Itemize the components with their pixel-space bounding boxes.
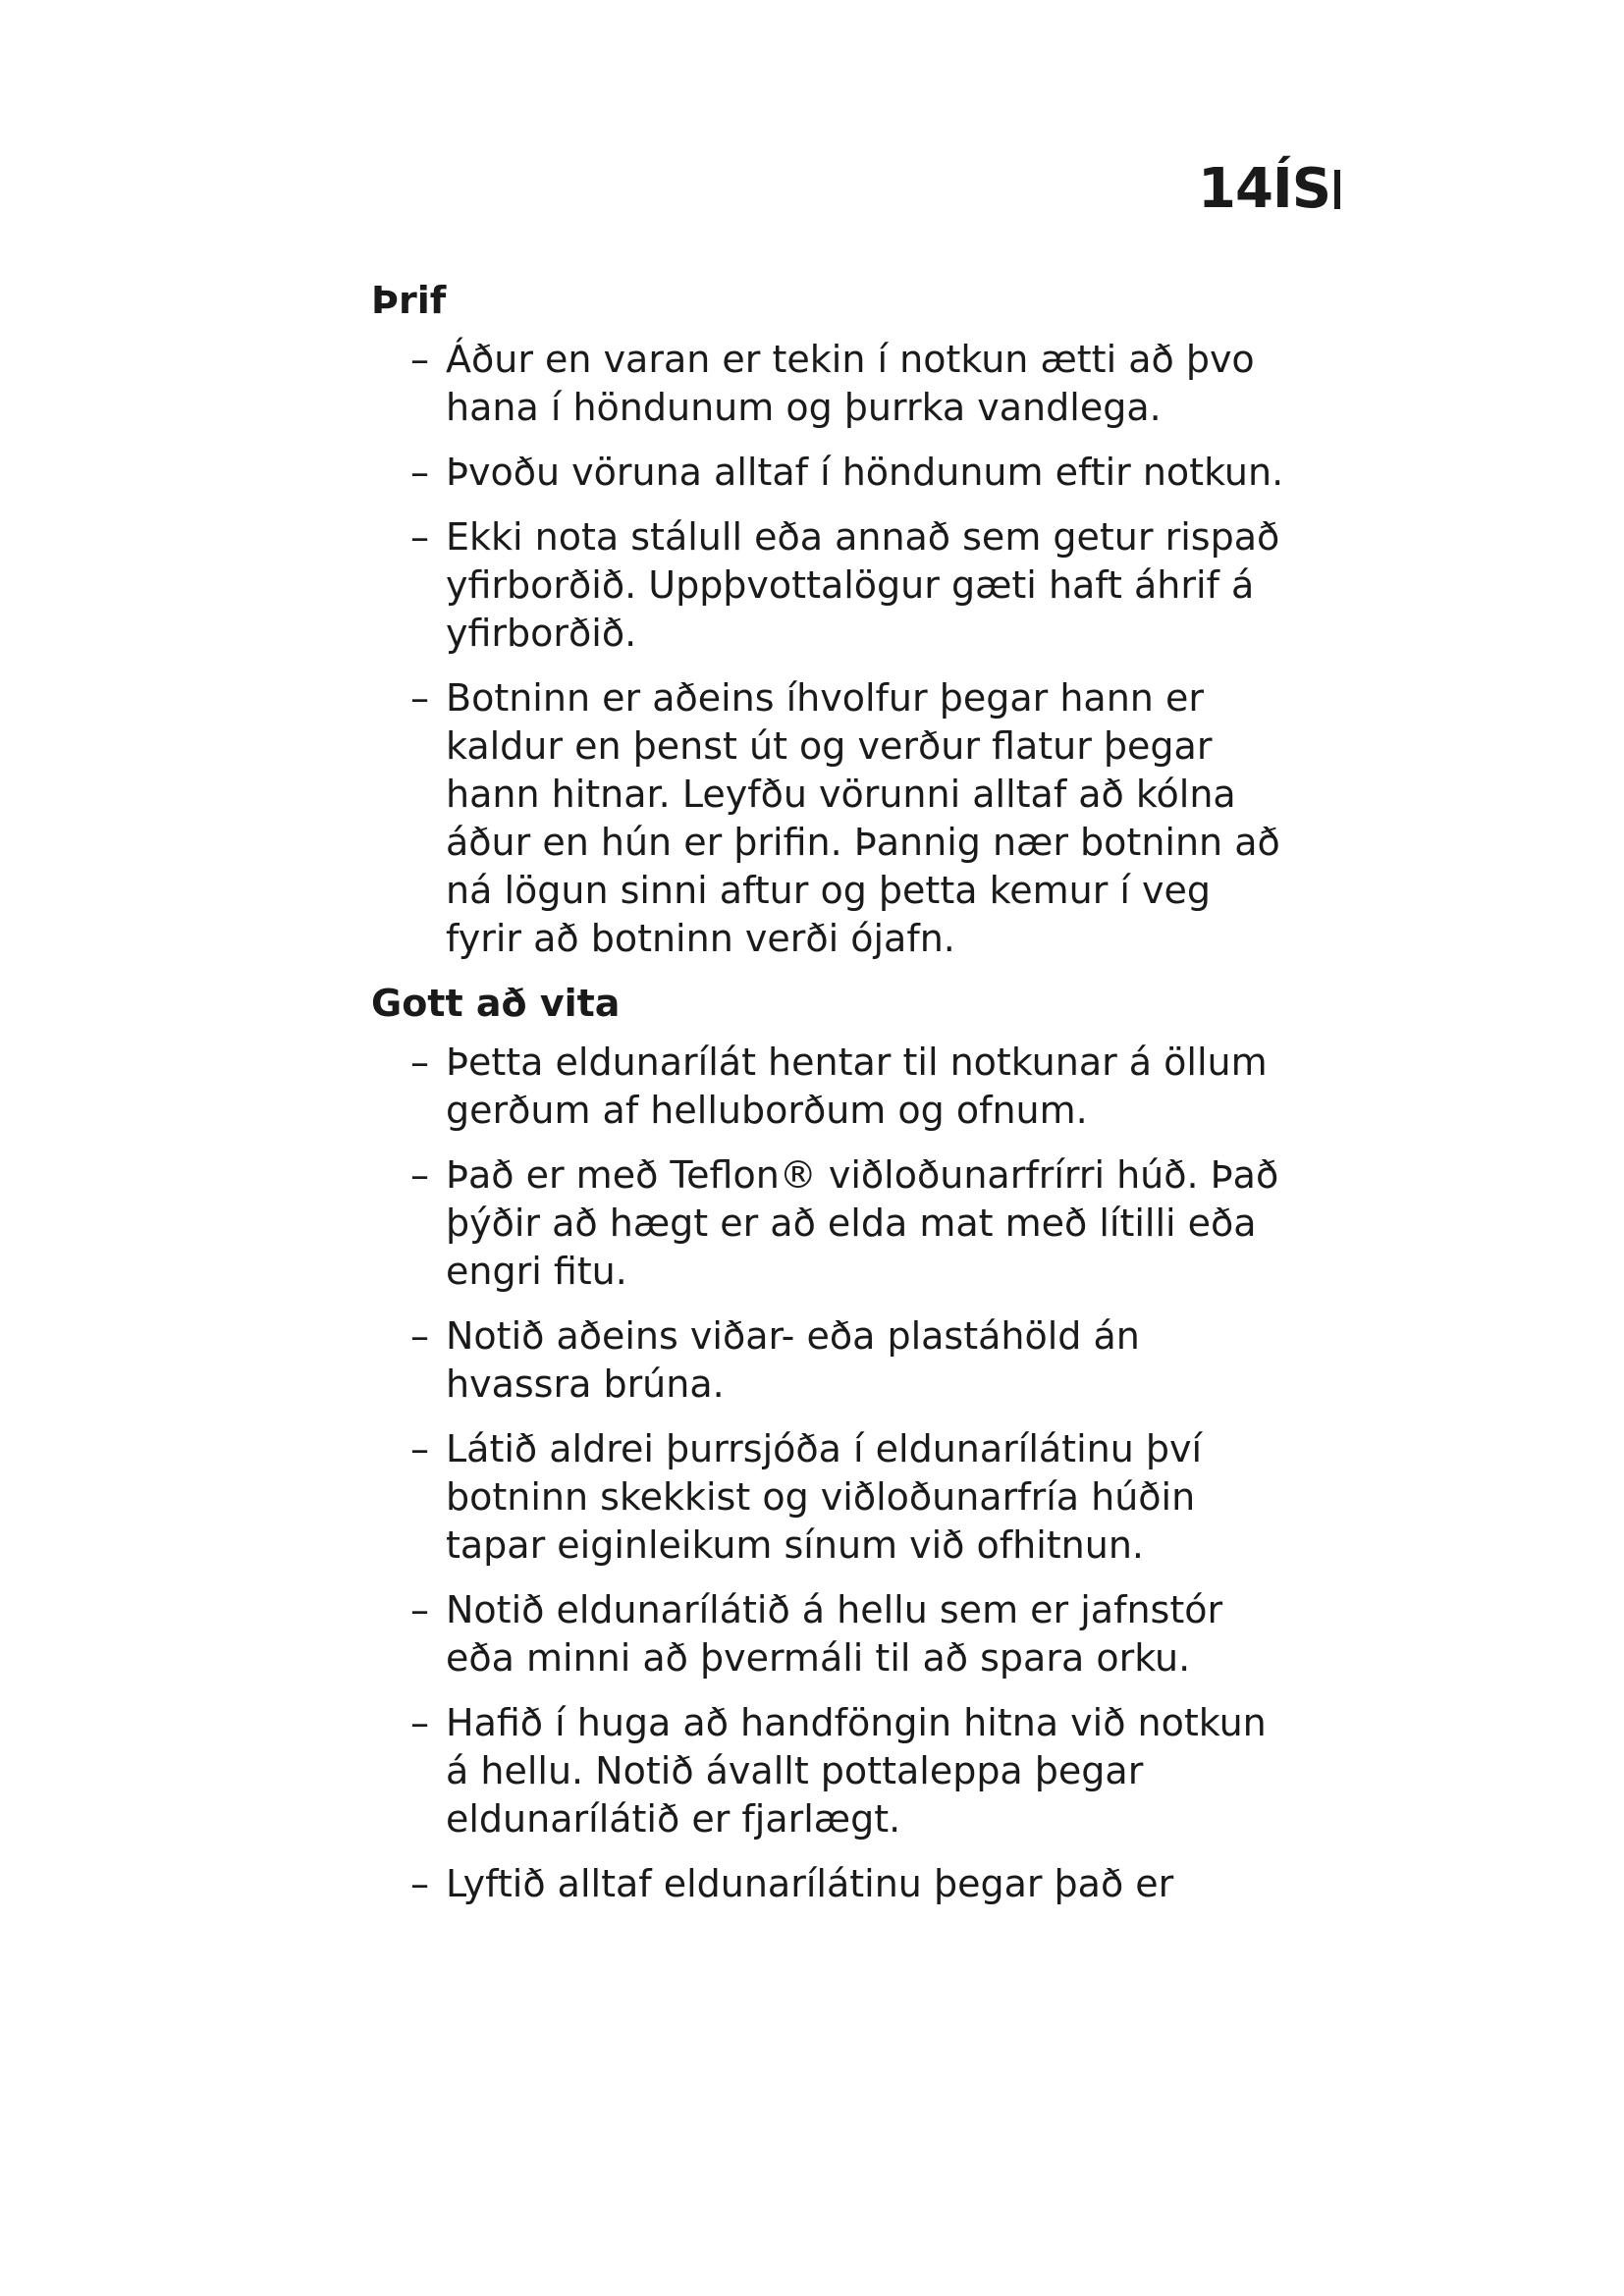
list-item-text: Notið aðeins viðar- eða plastáhöld án hvassra brúna.	[446, 1314, 1140, 1406]
section-cleaning	[371, 277, 1294, 963]
list-item	[371, 449, 1294, 497]
dash-marker: –	[410, 338, 429, 381]
list-item	[371, 1312, 1294, 1409]
list-item	[371, 1425, 1294, 1570]
bullet-list	[371, 1039, 1294, 1908]
list-item	[371, 336, 1294, 432]
dash-marker: –	[410, 1588, 429, 1631]
dash-marker: –	[410, 1862, 429, 1905]
list-item-text: Það er með Teflon® viðloðunarfrírri húð. Það þýðir að hægt er að elda mat með lítilli eða engri fitu.	[446, 1153, 1279, 1293]
list-item	[371, 1039, 1294, 1135]
list-item	[371, 1860, 1294, 1908]
list-item-text: Þetta eldunarílát hentar til notkunar á öllum gerðum af helluborðum og ofnum.	[446, 1041, 1268, 1132]
dash-marker: –	[410, 1427, 429, 1470]
list-item-text: Ekki nota stálull eða annað sem getur rispað yfirborðið. Uppþvottalögur gæti haft áhrif á yfirborðið.	[446, 515, 1280, 655]
list-item	[371, 1699, 1294, 1843]
dash-marker: –	[410, 451, 429, 494]
list-item-text: Áður en varan er tekin í notkun ætti að þvo hana í höndunum og þurrka vandlega.	[446, 338, 1255, 429]
list-item	[371, 674, 1294, 963]
list-item	[371, 1586, 1294, 1682]
header-bar	[1334, 170, 1340, 209]
bullet-list	[371, 336, 1294, 963]
page-number-label: 14ÍS	[1198, 157, 1331, 221]
dash-marker: –	[410, 515, 429, 559]
section-heading: Þrif	[371, 279, 447, 322]
dash-marker: –	[410, 1701, 429, 1744]
list-item-text: Látið aldrei þurrsjóða í eldunarílátinu því botninn skekkist og viðloðunarfría húðin tapar eiginleikum sínum við ofhitnun.	[446, 1427, 1203, 1567]
page-header	[1198, 157, 1340, 221]
list-item	[371, 1151, 1294, 1296]
document-body	[371, 277, 1294, 1925]
list-item-text: Lyftið alltaf eldunarílátinu þegar það er	[446, 1862, 1174, 1905]
list-item-text: Hafið í huga að handföngin hitna við notkun á hellu. Notið ávallt pottaleppa þegar eldunarílátið er fjarlægt.	[446, 1701, 1267, 1841]
dash-marker: –	[410, 676, 429, 720]
list-item-text: Botninn er aðeins íhvolfur þegar hann er kaldur en þenst út og verður flatur þegar hann hitnar. Leyfðu vörunni alltaf að kólna áður en hún er þrifin. Þannig nær botninn að ná lögun sinni aftur og þetta kemur í veg fyrir að botninn verði ójafn.	[446, 676, 1280, 960]
dash-marker: –	[410, 1041, 429, 1084]
section-heading: Gott að vita	[371, 982, 621, 1025]
list-item-text: Notið eldunarílátið á hellu sem er jafnstór eða minni að þvermáli til að spara orku.	[446, 1588, 1223, 1680]
section-good-to-know	[371, 980, 1294, 1908]
list-item-text: Þvoðu vöruna alltaf í höndunum eftir notkun.	[446, 451, 1284, 494]
dash-marker: –	[410, 1314, 429, 1358]
dash-marker: –	[410, 1153, 429, 1197]
list-item	[371, 513, 1294, 658]
